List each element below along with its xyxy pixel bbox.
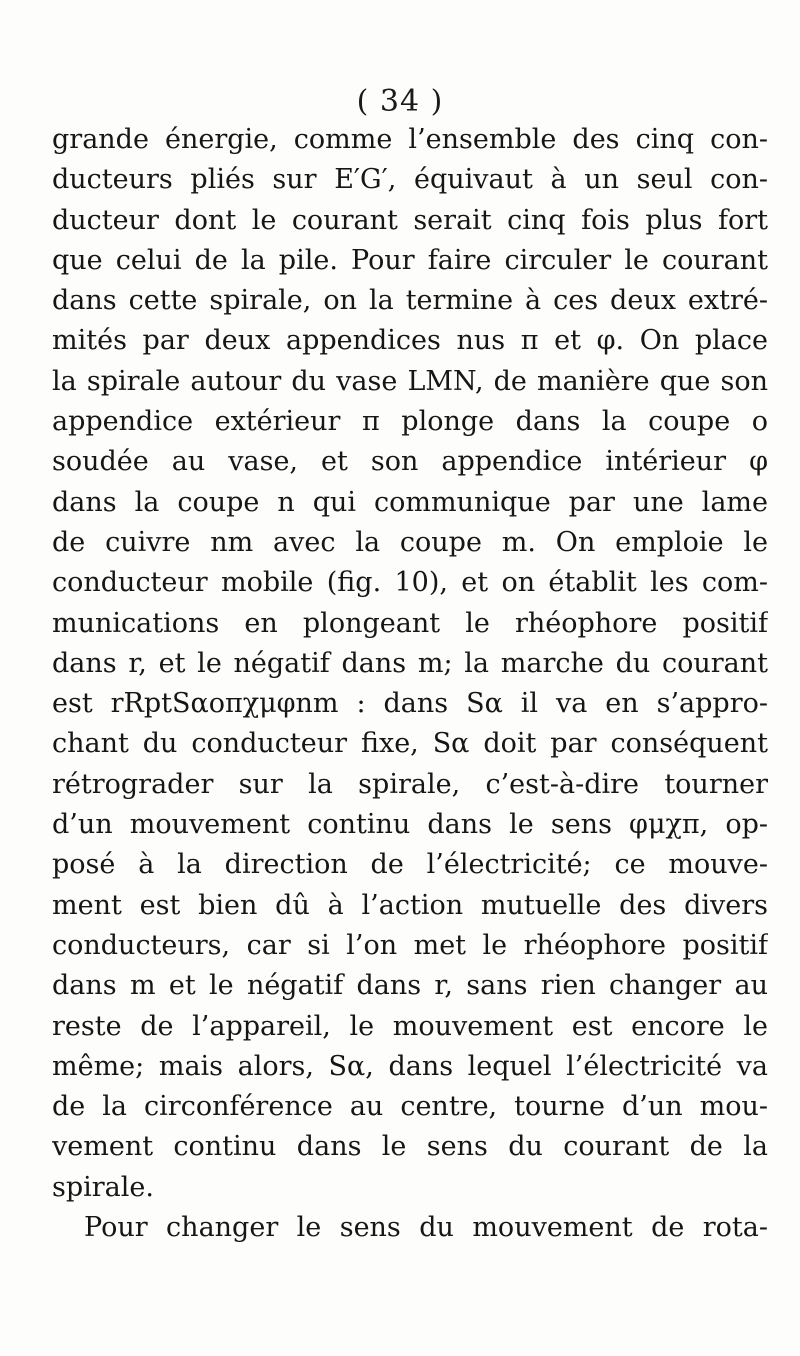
text-line: soudée au vase, et son appendice intérieur φ xyxy=(52,446,768,478)
text-line: rétrograder sur la spirale, c’est-à-dire tourner xyxy=(52,768,768,800)
text-line: vement continu dans le sens du courant de la xyxy=(52,1131,768,1163)
text-line: même; mais alors, Sα, dans lequel l’électricité va xyxy=(52,1050,768,1082)
text-line: munications en plongeant le rhéophore positif xyxy=(52,607,768,639)
text-line: dans r, et le négatif dans m; la marche du courant xyxy=(52,647,768,679)
text-line: spirale. xyxy=(52,1171,154,1203)
text-line: conducteurs, car si l’on met le rhéophore positif xyxy=(52,929,768,961)
text-line: dans la coupe n qui communique par une lame xyxy=(52,486,768,518)
page-number: ( 34 ) xyxy=(356,84,444,119)
body-text xyxy=(52,120,768,1248)
text-line: mités par deux appendices nus π et φ. On place xyxy=(52,325,768,357)
text-line: dans m et le négatif dans r, sans rien changer au xyxy=(52,970,768,1002)
text-line: reste de l’appareil, le mouvement est encore le xyxy=(52,1010,768,1042)
text-line: que celui de la pile. Pour faire circuler le courant xyxy=(52,244,768,276)
text-line: la spirale autour du vase LMN, de manière que son xyxy=(52,365,768,397)
text-line: conducteur mobile (fig. 10), et on établit les com- xyxy=(52,567,768,599)
text-line: de la circonférence au centre, tourne d’un mou- xyxy=(52,1091,768,1123)
text-line: dans cette spirale, on la termine à ces deux extré- xyxy=(52,285,768,317)
text-line: chant du conducteur fixe, Sα doit par conséquent xyxy=(52,728,768,760)
text-line: ducteurs pliés sur E′G′, équivaut à un seul con- xyxy=(52,164,768,196)
text-line: ducteur dont le courant serait cinq fois plus fort xyxy=(52,204,768,236)
text-line: posé à la direction de l’électricité; ce mouve- xyxy=(52,849,768,881)
text-line: ment est bien dû à l’action mutuelle des divers xyxy=(52,889,768,921)
text-line: grande énergie, comme l’ensemble des cinq con- xyxy=(52,124,768,155)
text-line: Pour changer le sens du mouvement de rota- xyxy=(84,1212,768,1244)
text-line: de cuivre nm avec la coupe m. On emploie le xyxy=(52,526,768,558)
text-line: est rRptSαoπχμφnm : dans Sα il va en s’appro- xyxy=(52,688,768,720)
text-line: d’un mouvement continu dans le sens φμχπ, op- xyxy=(52,809,768,841)
text-line: appendice extérieur π plonge dans la coupe o xyxy=(52,406,768,438)
